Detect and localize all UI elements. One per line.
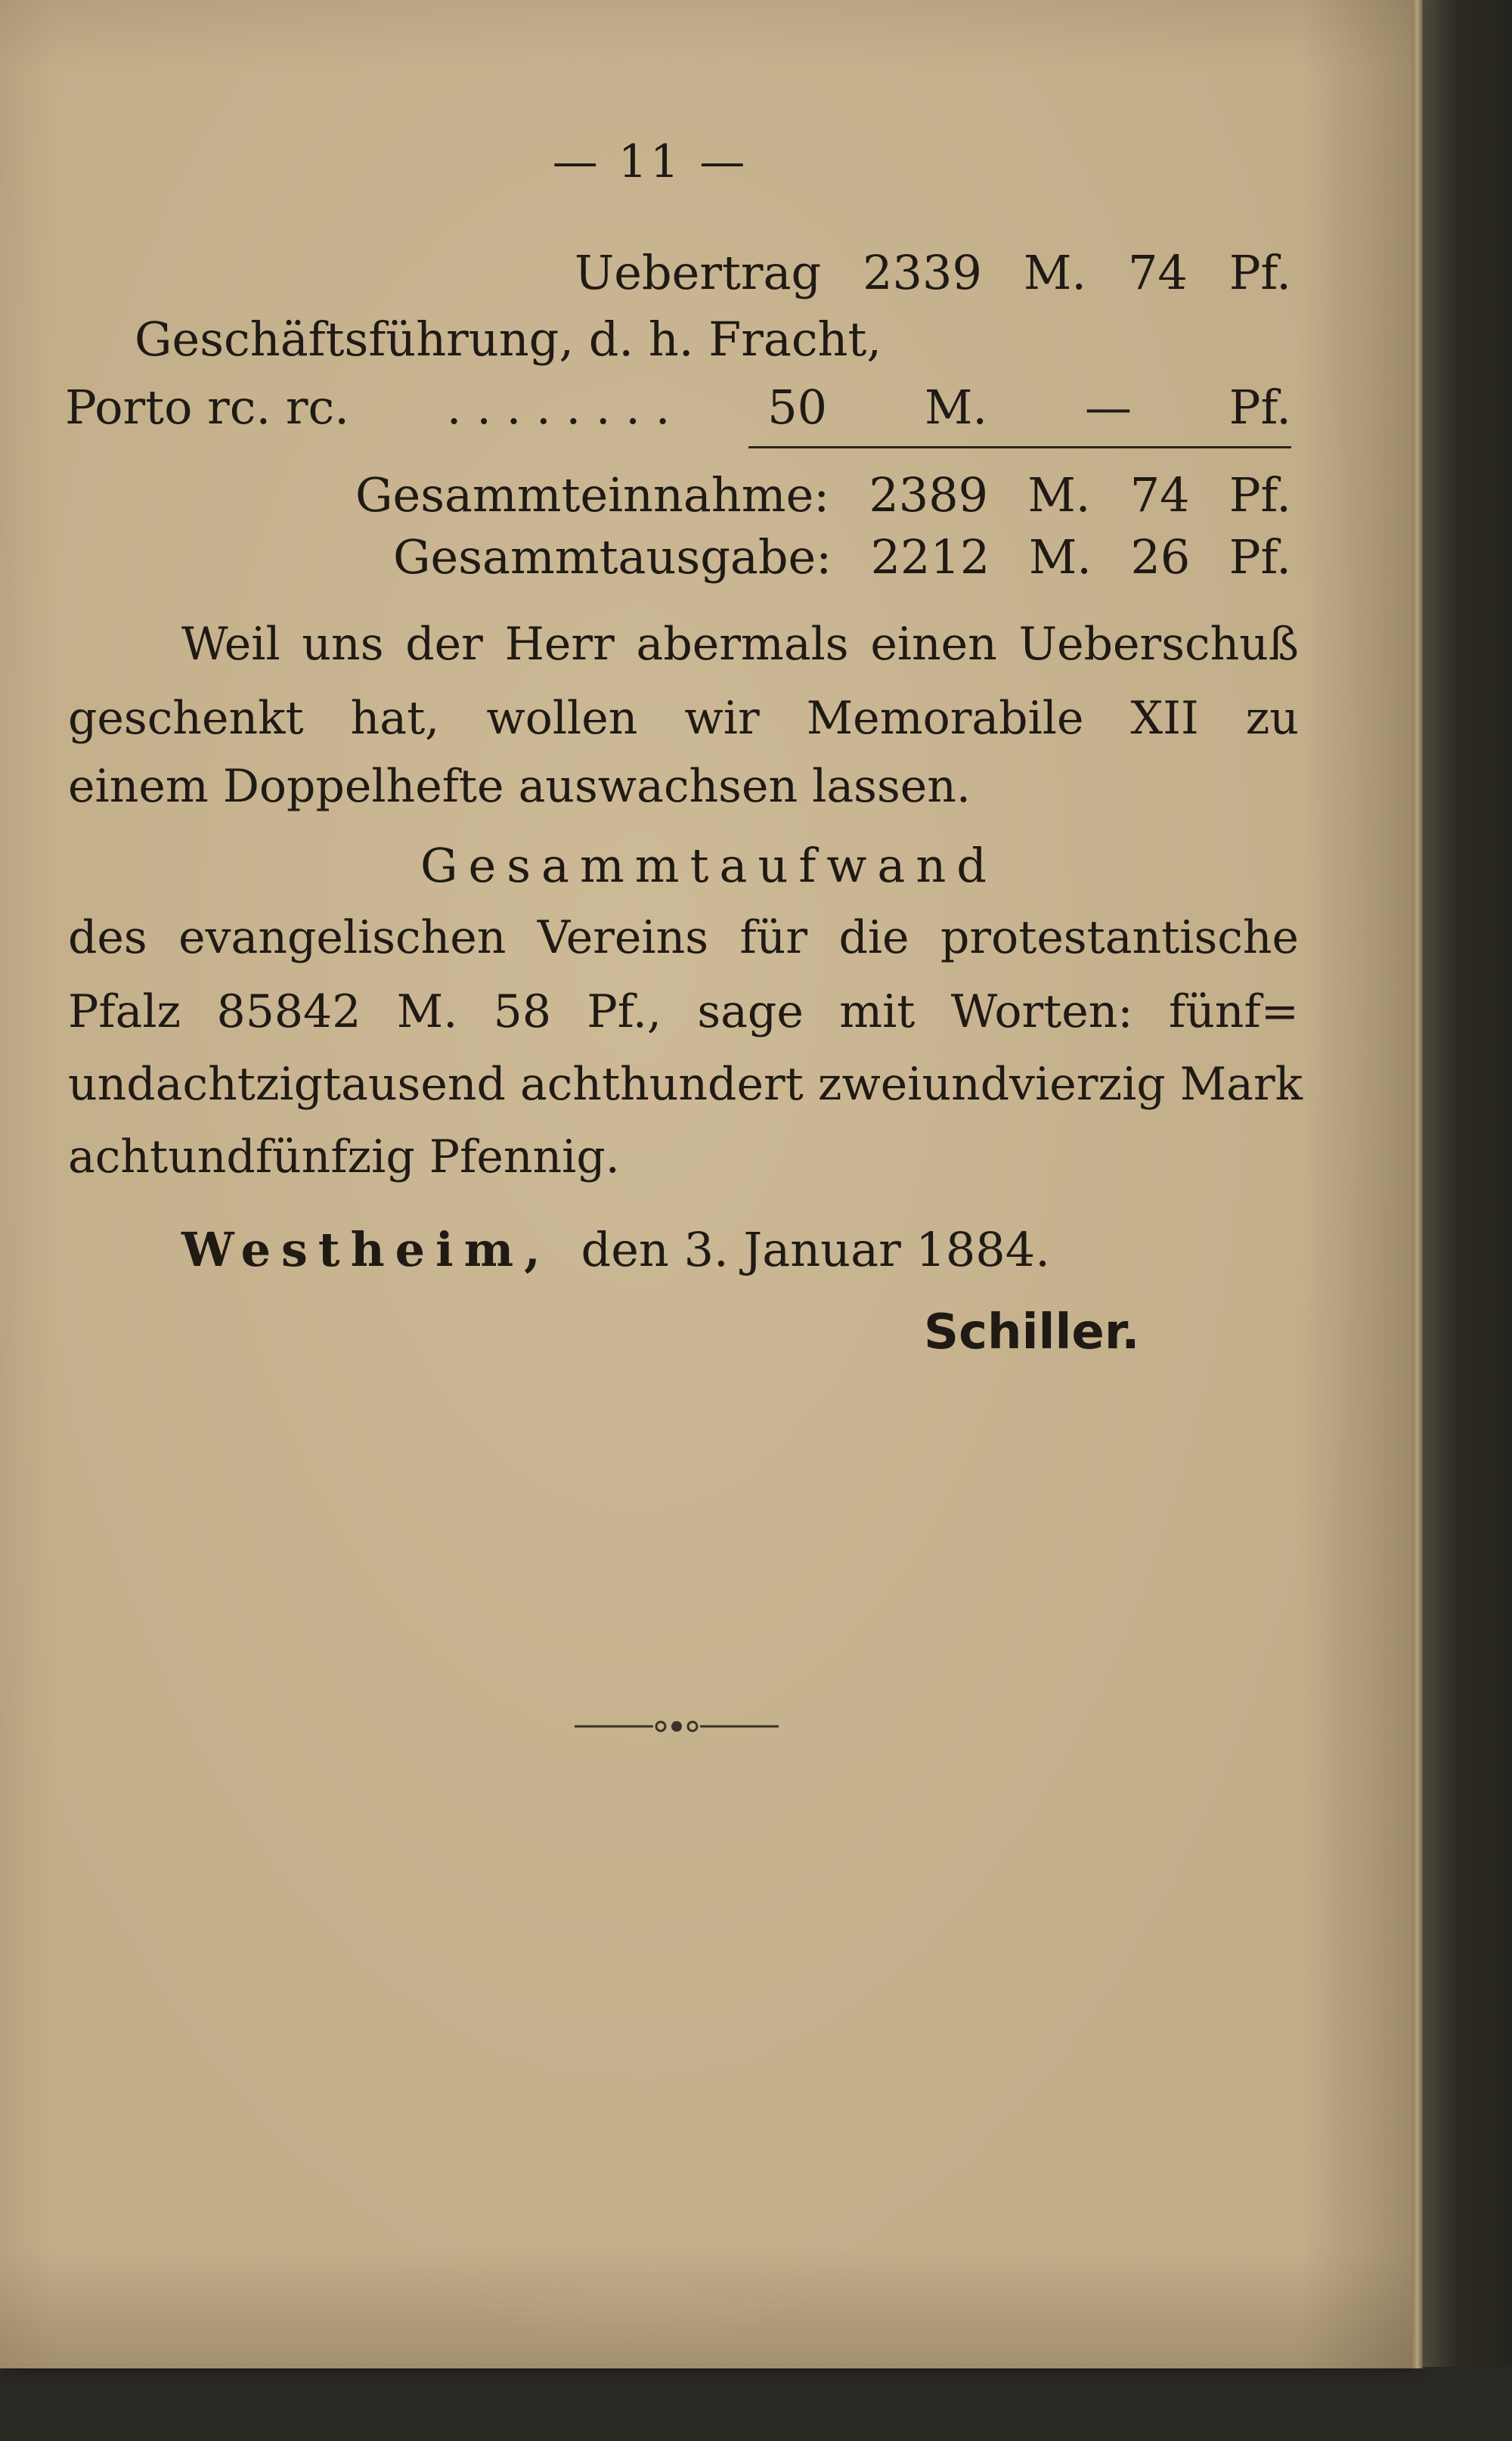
carry-over-amount: 2339 xyxy=(863,245,982,300)
paragraph2-line3: undachtzigtausend achthundert zweiundvierzig Mark xyxy=(68,1058,1303,1111)
total-income-pf: 74 xyxy=(1129,467,1190,523)
carry-over-label: Uebertrag xyxy=(575,245,822,300)
management-label-line1: Geschäftsführung, d. h. Fracht, xyxy=(135,312,882,367)
total-income-amount: 2389 xyxy=(869,467,989,523)
carry-over-row xyxy=(575,245,1291,300)
carry-over-unit-m: M. xyxy=(1023,245,1087,300)
management-row xyxy=(65,380,1291,435)
paragraph2-line1: des evangelischen Vereins für die protestantische xyxy=(68,911,1299,964)
management-amount: 50 xyxy=(767,380,828,435)
total-expense-label: Gesammtausgabe: xyxy=(393,529,832,585)
signature: Schiller. xyxy=(924,1304,1140,1360)
dateline-place: Westheim, xyxy=(181,1222,551,1277)
book-binding xyxy=(1421,0,1512,2441)
total-expense-row xyxy=(393,529,1291,585)
total-expense-unit-pf: Pf. xyxy=(1228,529,1291,585)
paragraph2-line2: Pfalz 85842 M. 58 Pf., sage mit Worten: fünf= xyxy=(68,985,1299,1038)
total-expense-amount: 2212 xyxy=(870,529,990,585)
paragraph1-line3: einem Doppelhefte auswachsen lassen. xyxy=(68,760,971,813)
management-unit-pf: Pf. xyxy=(1228,380,1291,435)
total-expense-unit-m: M. xyxy=(1028,529,1092,585)
management-pf: — xyxy=(1084,380,1132,435)
carry-over-pf: 74 xyxy=(1127,245,1188,300)
ornament-divider-icon xyxy=(575,1715,779,1738)
page-number: — 11 — xyxy=(552,135,748,188)
dateline-date: den 3. Januar 1884. xyxy=(581,1222,1050,1277)
management-label: Porto rc. rc. xyxy=(65,380,349,435)
paragraph2-line4: achtundfünfzig Pfennig. xyxy=(68,1131,620,1183)
management-dots: . . . . . . . . xyxy=(446,380,671,435)
total-income-label: Gesammteinnahme: xyxy=(355,467,830,523)
dateline xyxy=(181,1222,1050,1277)
book-bottom-edge xyxy=(0,2367,1512,2441)
paragraph1-line1: Weil uns der Herr abermals einen Ueberschuß xyxy=(181,618,1299,671)
carry-over-unit-pf: Pf. xyxy=(1228,245,1291,300)
total-income-unit-m: M. xyxy=(1027,467,1091,523)
management-unit-m: M. xyxy=(924,380,988,435)
total-expense-pf: 26 xyxy=(1130,529,1191,585)
sum-rule xyxy=(748,446,1291,448)
page-edge xyxy=(1412,0,1423,2368)
total-income-unit-pf: Pf. xyxy=(1228,467,1291,523)
paragraph1-line2: geschenkt hat, wollen wir Memorabile XII zu xyxy=(68,692,1299,745)
total-income-row xyxy=(355,467,1291,523)
total-expenditure-heading: Gesammtaufwand xyxy=(420,838,997,893)
